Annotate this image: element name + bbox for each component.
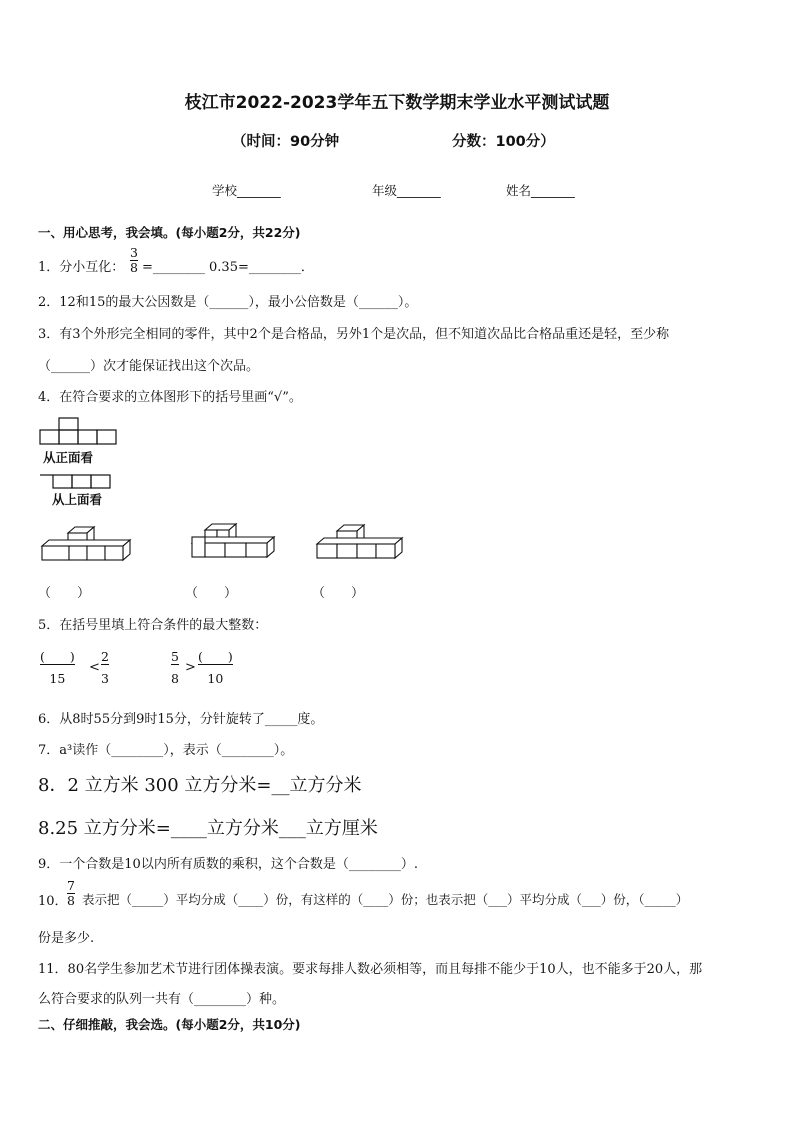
school-field: 学校_______ <box>212 183 281 198</box>
fraction-bar <box>101 664 109 665</box>
front-view-label: 从正面看 <box>43 450 94 465</box>
question-5-fraction-1 <box>40 650 75 686</box>
section-heading-2: 二、仔细推敲，我会选。(每小题2分，共10分) <box>38 1017 301 1032</box>
fraction-numerator: 5 <box>171 649 179 664</box>
fraction-numerator: ( ) <box>198 649 233 664</box>
grade-field: 年级_______ <box>372 183 441 198</box>
cube-figure-a <box>42 527 137 567</box>
exam-score: 分数：100分） <box>452 134 555 150</box>
fraction-denominator: 8 <box>130 260 138 275</box>
question-8-line-2: 8.25 立方分米=____立方分米___立方厘米 <box>38 818 378 839</box>
question-5-fraction-3 <box>171 650 179 686</box>
question-2: 2．12和15的最大公因数是（______），最小公倍数是（______）。 <box>38 295 418 310</box>
question-1-rest: =________ 0.35=________． <box>142 260 314 275</box>
question-5-fraction-2 <box>101 650 109 686</box>
fraction-numerator: ( ) <box>40 649 75 664</box>
answer-blank-b[interactable]: （ ） <box>185 586 238 601</box>
fraction-bar <box>198 664 233 665</box>
cube-figure-c <box>317 525 412 565</box>
fraction-denominator: 8 <box>67 893 75 908</box>
cube-figure-b <box>192 524 287 564</box>
question-4: 4．在符合要求的立体图形下的括号里画“√”。 <box>38 390 302 405</box>
exam-time: （时间：90分钟 <box>232 134 340 150</box>
question-10-line-1: 表示把（_____）平均分成（____）份，有这样的（____）份；也表示把（___）平均分成（___）份，（_____） <box>82 892 689 907</box>
question-3-line-1: 3．有3个外形完全相同的零件，其中2个是合格品，另外1个是次品，但不知道次品比合格品重还是轻，至少称 <box>38 327 670 342</box>
fraction-numerator: 2 <box>101 649 109 664</box>
question-6: 6．从8时55分到9时15分，分针旋转了_____度。 <box>38 712 324 727</box>
question-5: 5．在括号里填上符合条件的最大整数： <box>38 618 268 633</box>
fraction-denominator: 15 <box>49 671 66 686</box>
fraction-denominator: 3 <box>101 671 109 686</box>
fraction-numerator: 3 <box>130 245 138 260</box>
question-1-prefix: 1．分小互化： <box>38 260 125 275</box>
section-heading-1: 一、用心思考，我会填。(每小题2分，共22分) <box>38 225 301 240</box>
fraction-denominator: 10 <box>207 671 224 686</box>
less-than-sign: < <box>89 660 100 675</box>
fraction-bar <box>171 664 179 665</box>
greater-than-sign: > <box>185 660 196 675</box>
question-10-line-2: 份是多少. <box>38 931 95 946</box>
top-view-label: 从上面看 <box>52 492 103 507</box>
question-3-line-2: （______）次才能保证找出这个次品。 <box>38 359 260 374</box>
top-view-figure <box>40 471 120 491</box>
question-11-line-1: 11．80名学生参加艺术节进行团体操表演。要求每排人数必须相等，而且每排不能少于10人，也不能多于20人，那 <box>38 962 703 977</box>
question-11-line-2: 么符合要求的队列一共有（________）种。 <box>38 992 286 1007</box>
fraction-bar <box>40 664 75 665</box>
answer-blank-c[interactable]: （ ） <box>312 586 365 601</box>
question-10-prefix: 10． <box>38 894 68 909</box>
answer-blank-a[interactable]: （ ） <box>38 586 91 601</box>
question-10-fraction <box>67 879 75 908</box>
question-7: 7．a³读作（________），表示（________）。 <box>38 743 294 758</box>
page-title: 枝江市2022-2023学年五下数学期末学业水平测试试题 <box>184 93 610 113</box>
fraction-numerator: 7 <box>67 878 75 893</box>
question-5-fraction-4 <box>198 650 233 686</box>
name-field: 姓名_______ <box>506 183 575 198</box>
fraction-denominator: 8 <box>171 671 179 686</box>
question-9: 9．一个合数是10以内所有质数的乘积，这个合数是（________）. <box>38 857 418 872</box>
question-1-fraction <box>130 246 138 275</box>
front-view-figure <box>40 418 120 450</box>
question-8-line-1: 8．2 立方米 300 立方分米=__立方分米 <box>38 775 362 796</box>
